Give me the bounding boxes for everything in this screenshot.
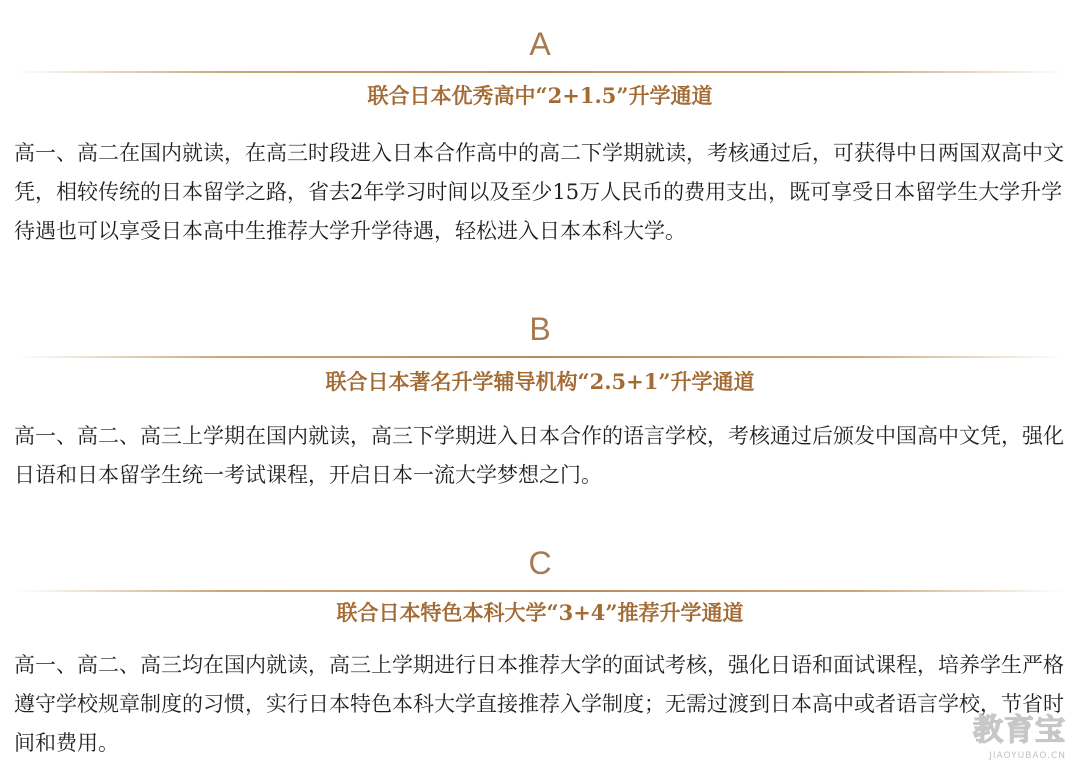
- section-letter: B: [529, 311, 551, 347]
- section-body: 高一、高二、高三均在国内就读，高三上学期进行日本推荐大学的面试考核，强化日语和面试课程，培养学生严格遵守学校规章制度的习惯，实行日本特色本科大学直接推荐入学制度；无需过渡到日本高中或者语言学校，节省时间和费用。: [14, 653, 1064, 755]
- section-divider: [15, 356, 1065, 358]
- watermark-glyphs: 教育宝: [973, 713, 1066, 748]
- watermark-domain: JIAOYUBAO.CN: [989, 751, 1066, 761]
- section-letter: C: [528, 545, 552, 581]
- section-body: 高一、高二在国内就读，在高三时段进入日本合作高中的高二下学期就读，考核通过后，可获得中日两国双高中文凭，相较传统的日本留学之路，省去2年学习时间以及至少15万人民币的费用支出，既可享受日本留学生大学升学待遇也可以享受日本高中生推荐大学升学待遇，轻松进入日本本科大学。: [14, 141, 1064, 243]
- section-title: 联合日本著名升学辅导机构“2.5+1”升学通道: [325, 369, 755, 394]
- watermark-logo: [958, 711, 1066, 771]
- section-title: 联合日本优秀高中“2+1.5”升学通道: [367, 83, 713, 108]
- section-divider: [15, 71, 1065, 73]
- section-letter: A: [529, 26, 551, 62]
- section-body: 高一、高二、高三上学期在国内就读，高三下学期进入日本合作的语言学校，考核通过后颁发中国高中文凭，强化日语和日本留学生统一考试课程，开启日本一流大学梦想之门。: [14, 424, 1064, 487]
- section-divider: [15, 590, 1065, 592]
- section-title: 联合日本特色本科大学“3+4”推荐升学通道: [336, 600, 744, 625]
